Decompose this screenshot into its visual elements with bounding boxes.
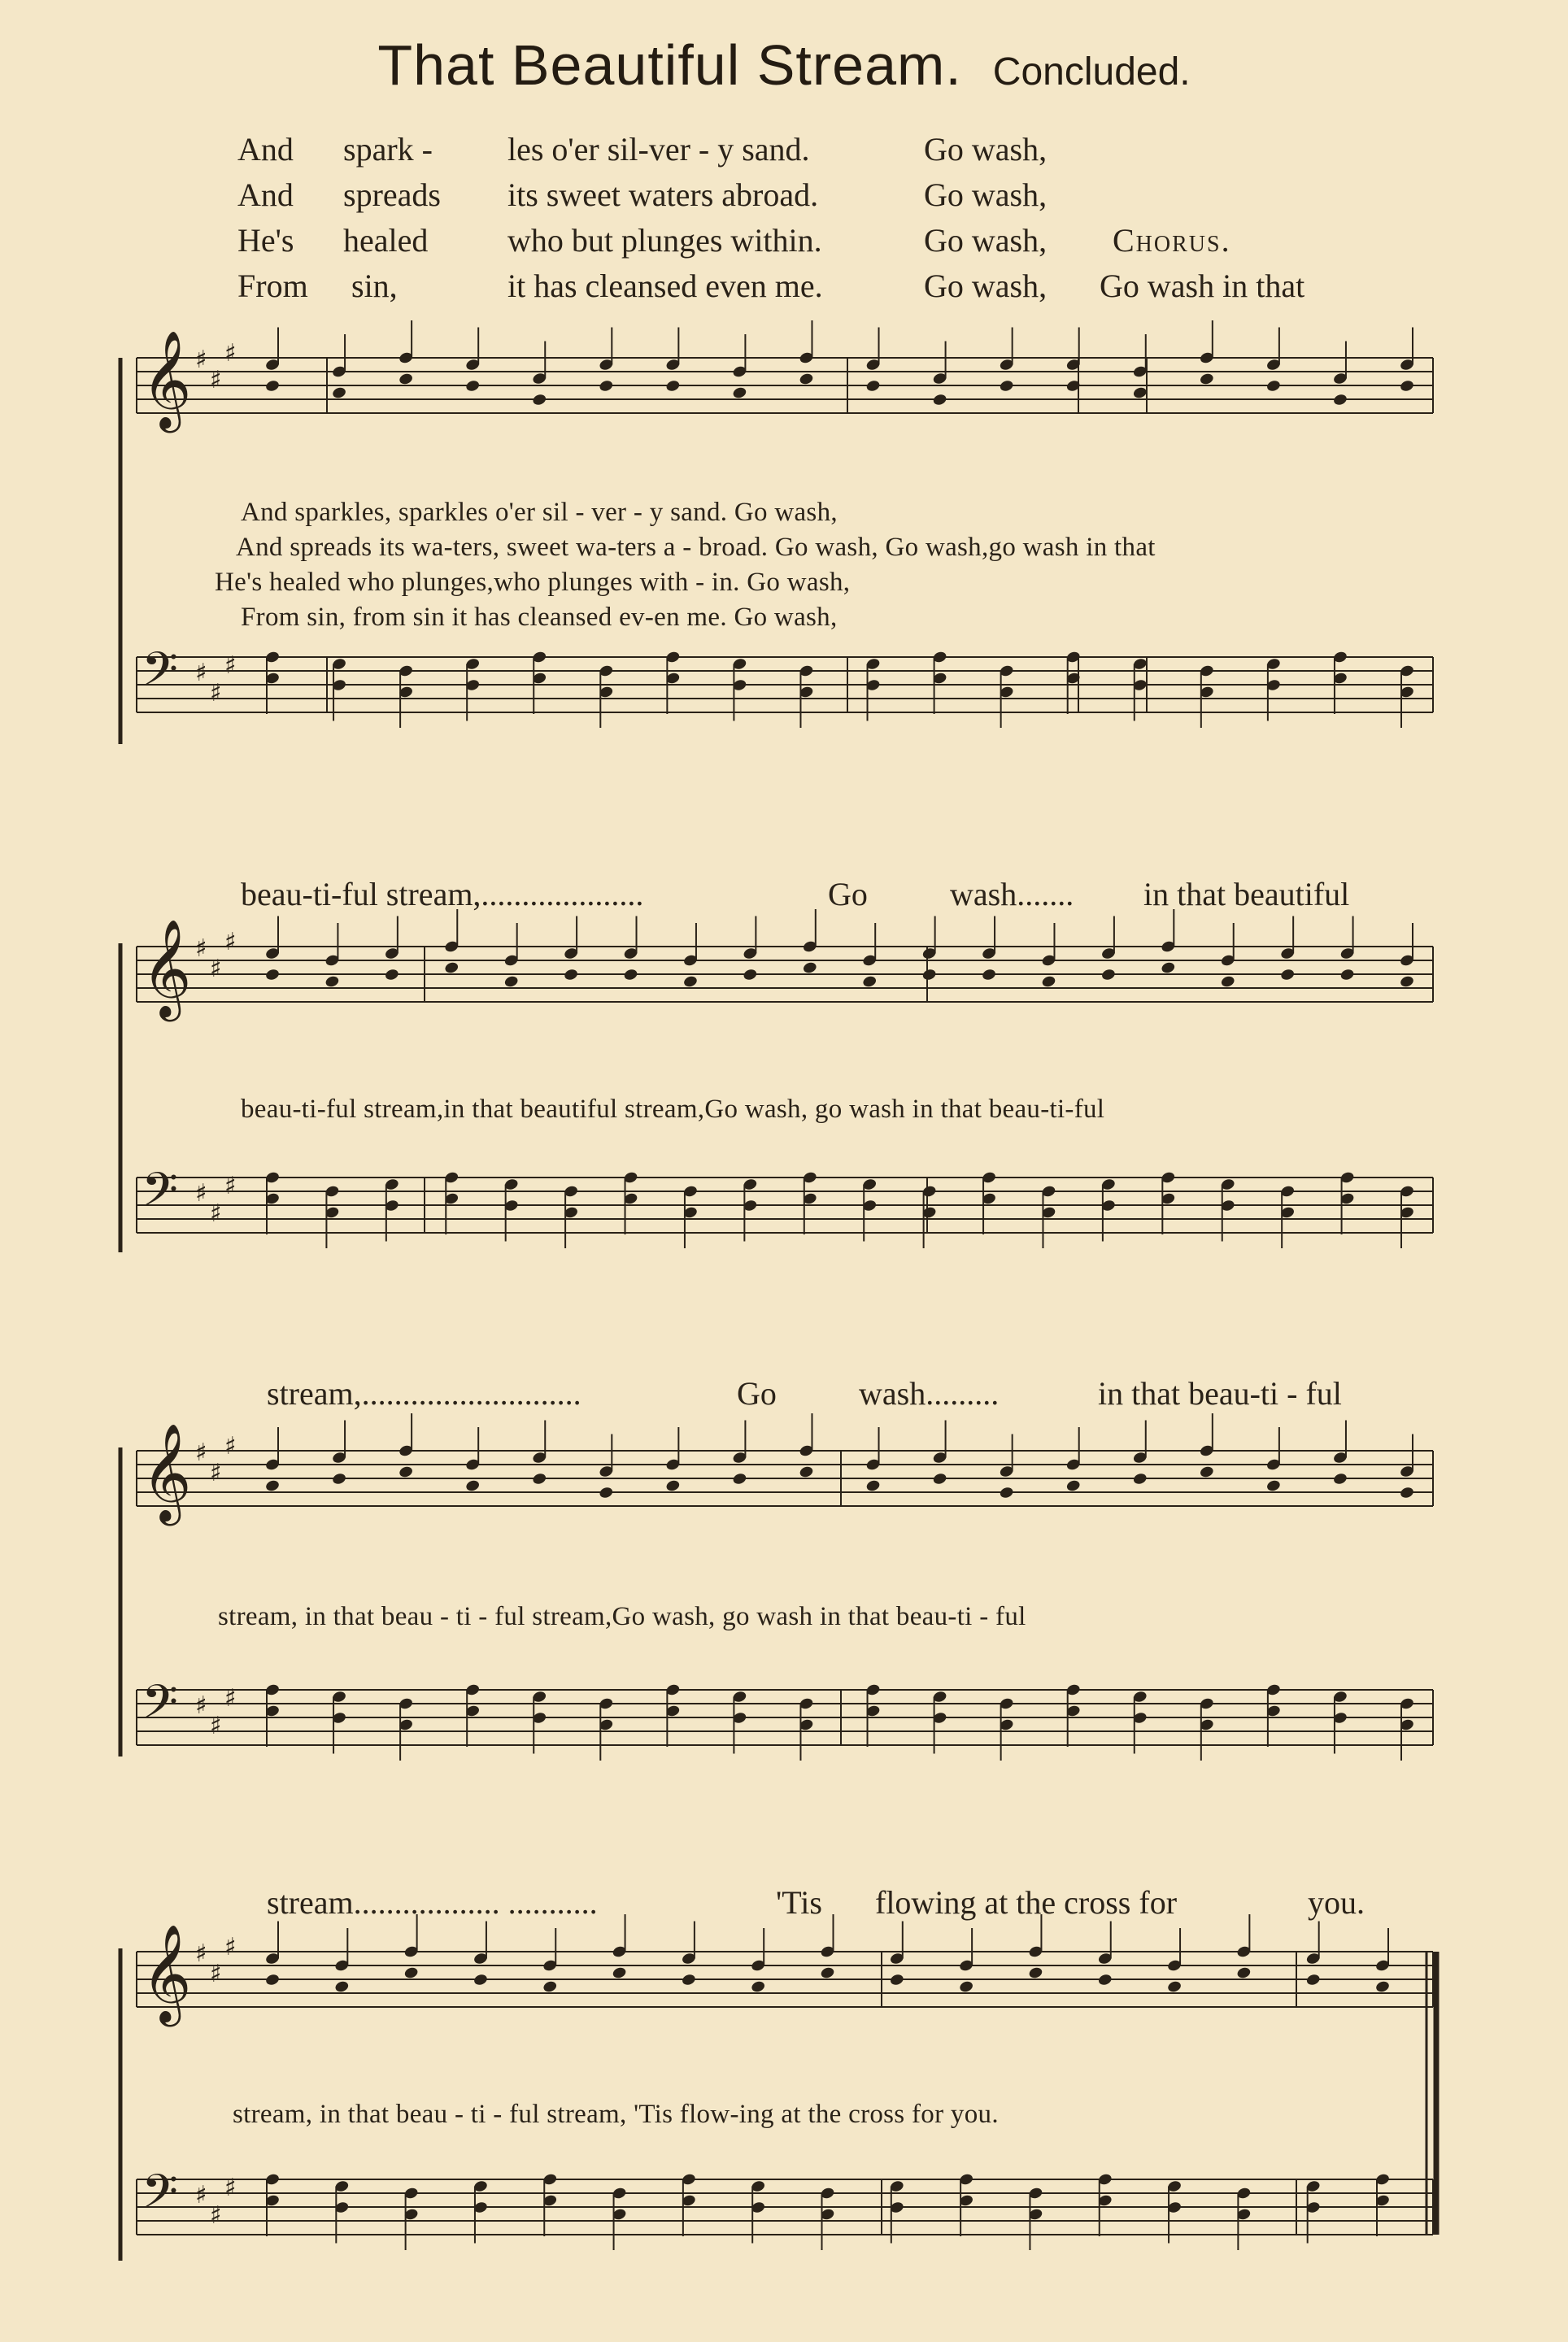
note-head — [473, 1973, 488, 1987]
note-head — [264, 379, 280, 393]
note-head — [1265, 1479, 1281, 1493]
sharp-icon: ♯ — [195, 1691, 207, 1720]
note-head — [665, 379, 681, 393]
note-head — [802, 961, 817, 975]
sharp-icon: ♯ — [224, 1933, 237, 1961]
system3-bottom-lyrics: stream, in that beau - ti - ful stream,Go wash, go wash in that beau-ti - ful — [218, 1602, 1026, 1631]
note-head — [384, 968, 399, 982]
bass-clef-icon: 𝄢 — [142, 642, 179, 708]
sharp-icon: ♯ — [210, 2201, 222, 2230]
note-head — [1305, 1973, 1321, 1987]
note-head — [503, 975, 519, 989]
note-head — [1374, 1980, 1390, 1994]
note-head — [865, 379, 881, 393]
note-head — [681, 1973, 696, 1987]
note-head — [1132, 1472, 1148, 1486]
note-head — [542, 1980, 558, 1994]
note-head — [1332, 1472, 1348, 1486]
system2-bottom-lyrics: beau-ti-ful stream,in that beautiful stream,Go wash, go wash in that beau-ti-ful — [241, 1095, 1105, 1124]
note-head — [465, 1479, 481, 1493]
note-head — [264, 1973, 280, 1987]
note-head — [444, 961, 460, 975]
note-head — [599, 379, 614, 393]
note-head — [865, 1479, 881, 1493]
page-subtitle: Concluded. — [992, 50, 1191, 94]
sharp-icon: ♯ — [210, 1960, 222, 1988]
note-head — [399, 1465, 414, 1479]
note-head — [324, 975, 340, 989]
note-head — [665, 1479, 681, 1493]
note-head — [1236, 1966, 1252, 1980]
bass-clef-icon: 𝄢 — [142, 1674, 179, 1741]
sharp-icon: ♯ — [210, 1712, 222, 1740]
note-head — [799, 1465, 814, 1479]
note-head — [732, 1472, 747, 1486]
note-head — [889, 1973, 904, 1987]
note-head — [820, 1966, 835, 1980]
treble-clef-icon: 𝄞 — [142, 1422, 192, 1521]
note-head — [1339, 968, 1355, 982]
note-head — [1166, 1980, 1182, 1994]
bass-clef-icon: 𝄢 — [142, 1162, 179, 1229]
system3-top-lyrics: stream,........................... Go wash......... in that beau-ti - ful — [267, 1375, 1342, 1412]
sharp-icon: ♯ — [224, 1172, 237, 1200]
treble-clef-icon: 𝄞 — [142, 918, 192, 1017]
note-head — [532, 1472, 547, 1486]
note-head — [564, 968, 579, 982]
sharp-icon: ♯ — [224, 928, 237, 956]
sharp-icon: ♯ — [195, 1939, 207, 1968]
sharp-icon: ♯ — [224, 339, 237, 368]
note-head — [1399, 379, 1414, 393]
system2-top-lyrics: beau-ti-ful stream,.................... Go wash....... in that beautiful — [241, 876, 1350, 912]
note-head — [1265, 379, 1281, 393]
sharp-icon: ♯ — [195, 1439, 207, 1467]
note-head — [1280, 968, 1296, 982]
note-head — [1028, 1966, 1043, 1980]
note-head — [1199, 1465, 1214, 1479]
note-head — [862, 975, 878, 989]
sharp-icon: ♯ — [195, 1179, 207, 1208]
note-head — [1220, 975, 1235, 989]
note-head — [981, 968, 996, 982]
system1-lyric-2: And spreads its wa-ters, sweet wa-ters a - broad. Go wash, Go wash,go wash in that — [236, 533, 1156, 562]
note-head — [751, 1980, 766, 1994]
note-head — [682, 975, 698, 989]
sharp-icon: ♯ — [195, 934, 207, 963]
treble-clef-icon: 𝄞 — [142, 329, 192, 429]
page-title: That Beautiful Stream. — [377, 33, 962, 97]
note-head — [999, 1486, 1014, 1500]
note-head — [264, 1479, 280, 1493]
note-head — [1199, 372, 1214, 386]
sharp-icon: ♯ — [195, 2181, 207, 2209]
note-head — [403, 1966, 419, 1980]
note-head — [264, 968, 280, 982]
note-head — [1065, 1479, 1081, 1493]
sharp-icon: ♯ — [195, 659, 207, 687]
note-head — [399, 372, 414, 386]
note-head — [959, 1980, 974, 1994]
note-head — [334, 1980, 350, 1994]
system4-bottom-lyrics: stream, in that beau - ti - ful stream, 'Tis flow-ing at the cross for you. — [233, 2100, 999, 2129]
note-head — [1132, 386, 1148, 400]
sharp-icon: ♯ — [210, 366, 222, 394]
system1-lyric-1: And sparkles, sparkles o'er sil - ver - y sand. Go wash, — [241, 498, 838, 527]
note-head — [1100, 968, 1116, 982]
sharp-icon: ♯ — [224, 1684, 237, 1713]
chorus-label: Chorus. — [1113, 222, 1231, 259]
note-head — [1041, 975, 1056, 989]
sharp-icon: ♯ — [210, 679, 222, 707]
note-head — [1097, 1973, 1113, 1987]
note-head — [1161, 961, 1176, 975]
note-head — [623, 968, 638, 982]
note-head — [932, 1472, 947, 1486]
system4-top-lyrics: stream.................. ........... 'Tis flowing at the cross for you. — [267, 1884, 1365, 1921]
note-head — [331, 386, 346, 400]
note-head — [799, 372, 814, 386]
sharp-icon: ♯ — [224, 2174, 237, 2202]
hymn-page: That Beautiful Stream. Concluded. And spark - les o'er sil-ver - y sand. Go wash, And spreads its sweet waters abroad. Go wash, He's healed who but plunges within. Go wash, Chorus. From sin, it has cleansed even me. Go wash, Go wash in that And sparkles, sparkles o'er sil - ver - y sand. Go wash, And spreads its wa-ters, sweet wa-ters a - broad. Go wash, Go wash,go wash in that He's healed who plunges,who plunges with - in. Go wash, From sin, from sin it has cleansed ev-en me. Go wash, beau-ti-ful stream,.................... Go wash....... in that beautiful beau-ti-ful stream,in that beautiful stream,Go wash, go wash in that beau-ti-ful stream,........................... Go wash......... in that beau-ti - ful stream, in that beau - ti - ful stream,Go wash, go wash in that beau-ti - ful stream.................. ........... 'Tis flowing at the cross for you. stream, in that beau - ti - ful stream, 'Tis flow-ing at the cross for you. 𝄞 ♯ ♯ ♯ 𝄢 ♯ ♯ ♯ 𝄞 ♯ ♯ ♯ 𝄢 ♯ ♯ ♯ 𝄞 ♯ ♯ ♯ 𝄢 ♯ ♯ ♯ 𝄞 ♯ ♯ ♯ 𝄢 ♯ ♯ ♯ — [0, 0, 1568, 2342]
system1-lyric-4: From sin, from sin it has cleansed ev-en me. Go wash, — [241, 603, 838, 632]
note-head — [1332, 393, 1348, 407]
treble-clef-icon: 𝄞 — [142, 1923, 192, 2022]
note-head — [331, 1472, 346, 1486]
sharp-icon: ♯ — [224, 1432, 237, 1460]
note-head — [532, 393, 547, 407]
note-head — [999, 379, 1014, 393]
sharp-icon: ♯ — [210, 955, 222, 983]
note-head — [1399, 975, 1414, 989]
note-head — [932, 393, 947, 407]
note-head — [599, 1486, 614, 1500]
note-head — [743, 968, 758, 982]
note-head — [612, 1966, 627, 1980]
bass-clef-icon: 𝄢 — [142, 2164, 179, 2231]
note-head — [465, 379, 481, 393]
sharp-icon: ♯ — [210, 1199, 222, 1228]
sharp-icon: ♯ — [224, 651, 237, 680]
note-head — [732, 386, 747, 400]
note-head — [1399, 1486, 1414, 1500]
system1-lyric-3: He's healed who plunges,who plunges with - in. Go wash, — [215, 568, 851, 597]
sharp-icon: ♯ — [210, 1459, 222, 1487]
sharp-icon: ♯ — [195, 346, 207, 374]
note-head — [921, 968, 937, 982]
